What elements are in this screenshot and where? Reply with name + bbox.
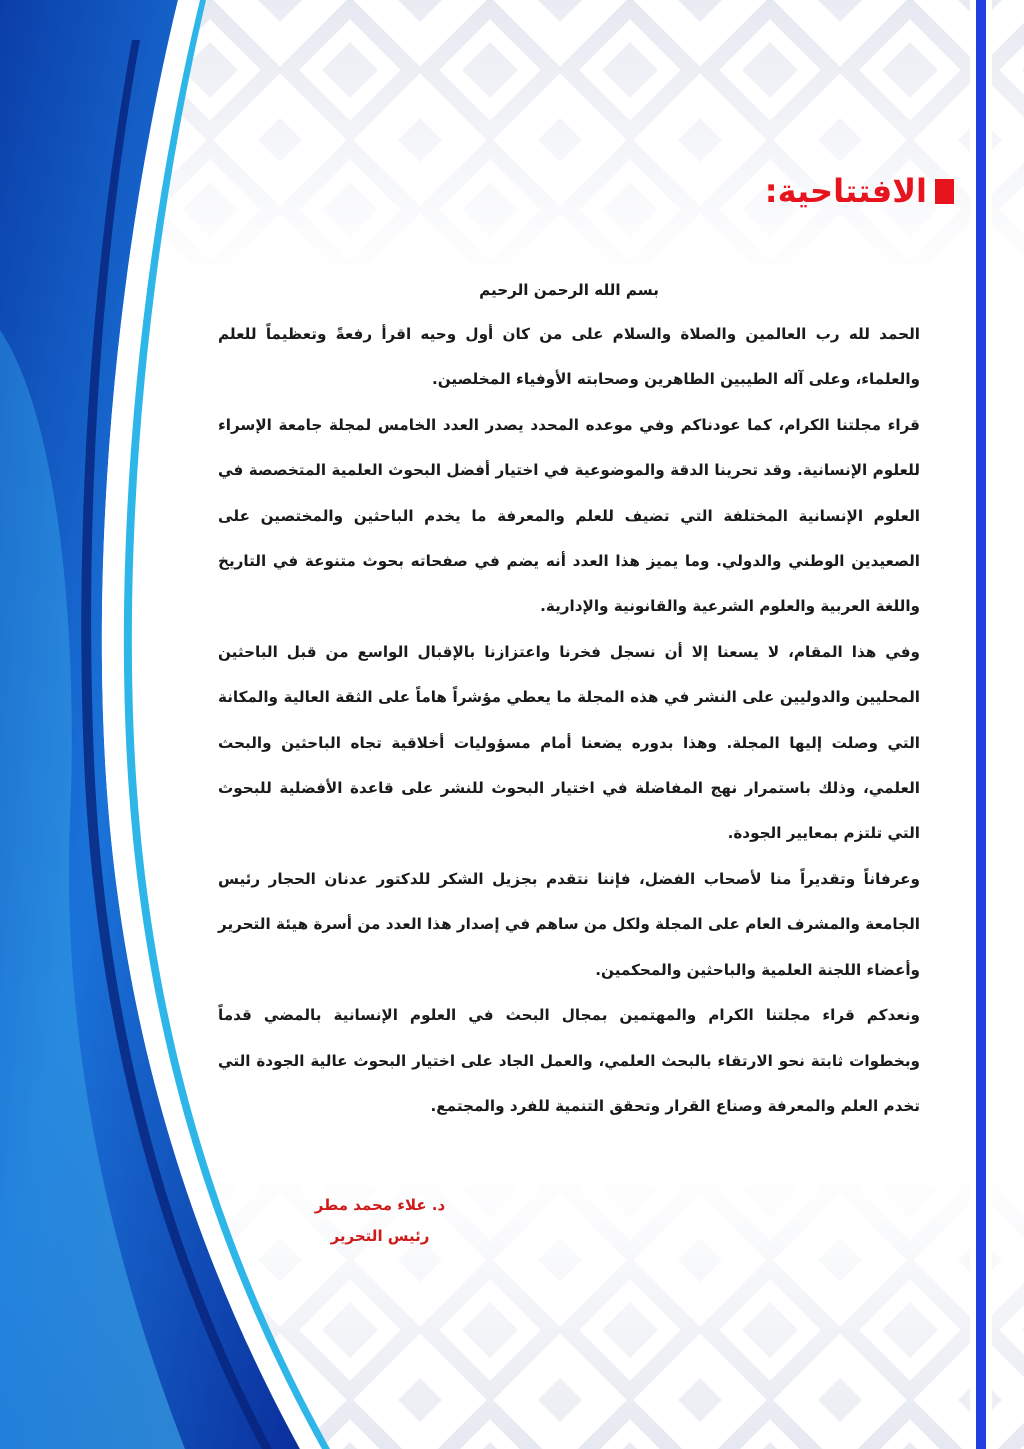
signature-block xyxy=(280,1190,480,1252)
paragraph-3: وفي هذا المقام، لا يسعنا إلا أن نسجل فخرنا واعتزازنا بالإقبال الواسع من قبل الباحثين المحليين والدوليين على النشر في هذه المجلة ما يعطي مؤشراً هاماً على الثقة العالية والمكانة التي وصلت إليها المجلة. وهذا بدوره يضعنا أمام مسؤوليات أخلاقية تجاه الباحثين والبحث العلمي، وذلك باستمرار نهج المفاضلة في اختيار البحوث للنشر على قاعدة الأفضلية للبحوث التي تلتزم بمعايير الجودة. xyxy=(218,642,920,843)
signature-name: د. علاء محمد مطر xyxy=(314,1196,446,1214)
signature-title: رئيس التحرير xyxy=(330,1227,430,1245)
paragraph-5: ونعدكم قراء مجلتنا الكرام والمهتمين بمجال البحث في العلوم الإنسانية بالمضي قدماً وبخطوات ثابتة نحو الارتقاء بالبحث العلمي، والعمل الجاد على اختيار البحوث عالية الجودة التي تخدم العلم والمعرفة وصناع القرار وتحقق التنمية للفرد والمجتمع. xyxy=(218,1006,920,1115)
paragraph-4: وعرفاناً وتقديراً منا لأصحاب الفضل، فإننا نتقدم بجزيل الشكر للدكتور عدنان الحجار رئيس الجامعة والمشرف العام على المجلة ولكل من ساهم في إصدار هذا العدد من أسرة هيئة التحرير وأعضاء اللجنة العلمية والباحثين والمحكمين. xyxy=(218,869,920,979)
paragraph-1: الحمد لله رب العالمين والصلاة والسلام على من كان أول وحيه اقرأ رفعةً وتعظيماً للعلم والعلماء، وعلى آله الطيبين الطاهرين وصحابته الأوفياء المخلصين. xyxy=(218,325,920,389)
right-blue-bar xyxy=(976,0,986,1449)
editorial-heading xyxy=(765,172,954,210)
paragraph-2: قراء مجلتنا الكرام، كما عودناكم وفي موعده المحدد يصدر العدد الخامس لمجلة جامعة الإسراء للعلوم الإنسانية. وقد تحرينا الدقة والموضوعية في اختيار أفضل البحوث العلمية المتخصصة في العلوم الإنسانية المختلفة التي تضيف للعلم والمعرفة ما يخدم الباحثين والمختصين على الصعيدين الوطني والدولي. وما يميز هذا العدد أنه يضم في صفحاته بحوث متنوعة في التاريخ واللغة العربية والعلوم الشرعية والقانونية والإدارية. xyxy=(218,415,920,616)
heading-title: الافتتاحية: xyxy=(764,172,927,210)
basmala-line: بسم الله الرحمن الرحيم xyxy=(479,281,659,299)
editorial-body xyxy=(218,274,920,1129)
heading-marker-square xyxy=(935,179,954,204)
